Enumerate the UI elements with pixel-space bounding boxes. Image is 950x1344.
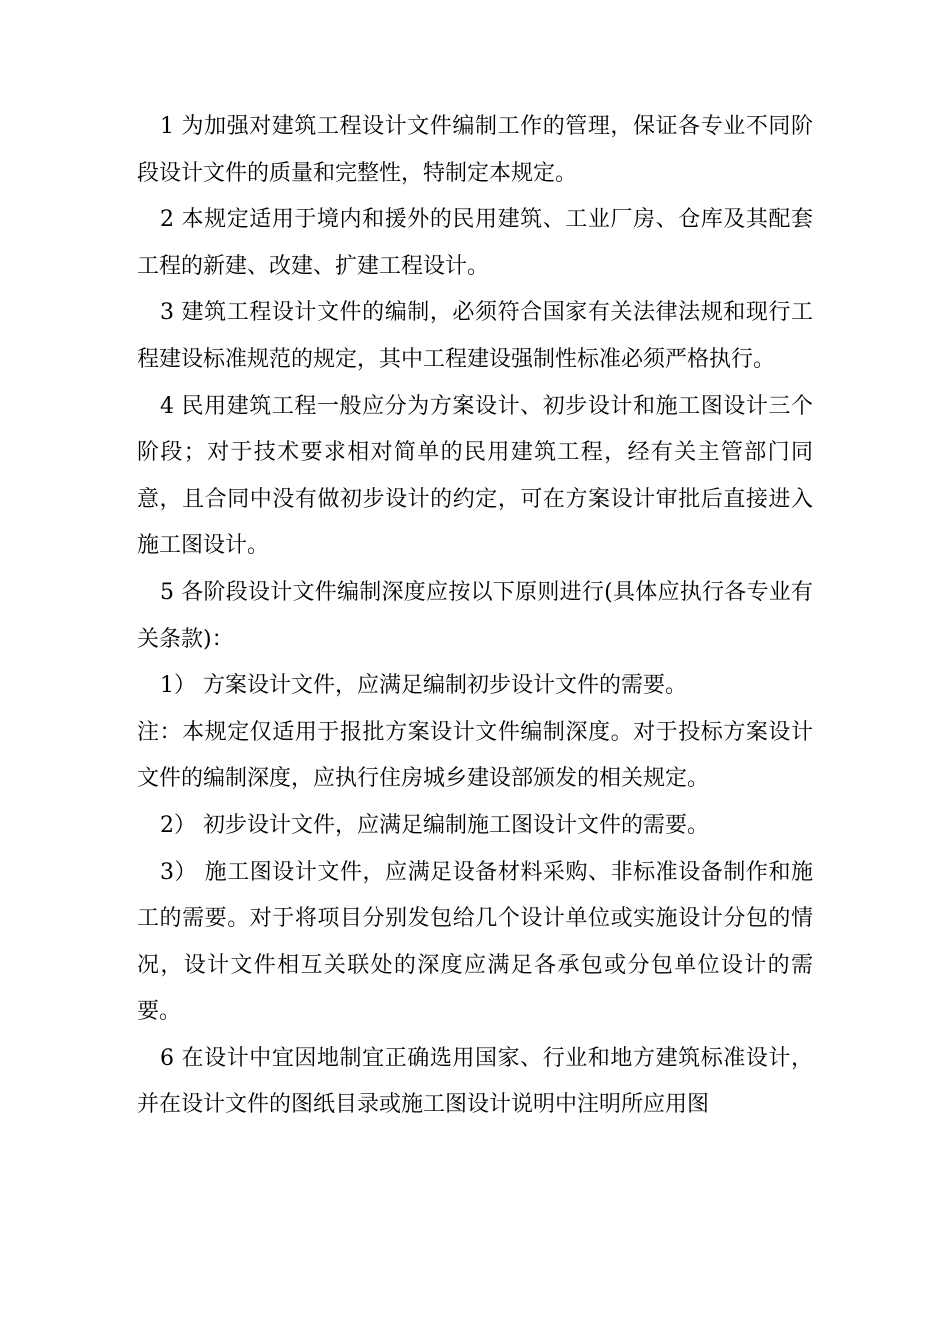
list-item-1: 1） 方案设计文件，应满足编制初步设计文件的需要。 <box>160 673 687 699</box>
list-item-3: 3） 施工图设计文件，应满足设备材料采购、非标准设备制作和施工的需要。对于将项目分别发包给几个设计单位或实施设计分包的情况，设计文件相互关联处的深度应满足各承包或分包单位设计的需要。 <box>137 859 813 1025</box>
paragraph-4: 4 民用建筑工程一般应分为方案设计、初步设计和施工图设计三个阶段；对于技术要求相对简单的民用建筑工程，经有关主管部门同意，且合同中没有做初步设计的约定，可在方案设计审批后直接进入施工图设计。 <box>137 393 813 559</box>
list-item-2: 2） 初步设计文件，应满足编制施工图设计文件的需要。 <box>160 812 709 838</box>
paragraph-6: 6 在设计中宜因地制宜正确选用国家、行业和地方建筑标准设计，并在设计文件的图纸目录或施工图设计说明中注明所应用图 <box>137 1045 813 1118</box>
paragraph-1: 1 为加强对建筑工程设计文件编制工作的管理，保证各专业不同阶段设计文件的质量和完整性，特制定本规定。 <box>137 114 813 186</box>
paragraph-5: 5 各阶段设计文件编制深度应按以下原则进行(具体应执行各专业有关条款)： <box>137 579 813 652</box>
paragraph-2: 2 本规定适用于境内和援外的民用建筑、工业厂房、仓库及其配套工程的新建、改建、扩建工程设计。 <box>137 207 813 279</box>
document-body <box>137 104 813 1129</box>
note-paragraph: 注：本规定仅适用于报批方案设计文件编制深度。对于投标方案设计文件的编制深度，应执行住房城乡建设部颁发的相关规定。 <box>137 719 813 792</box>
paragraph-3: 3 建筑工程设计文件的编制，必须符合国家有关法律法规和现行工程建设标准规范的规定，其中工程建设强制性标准必须严格执行。 <box>137 300 813 372</box>
